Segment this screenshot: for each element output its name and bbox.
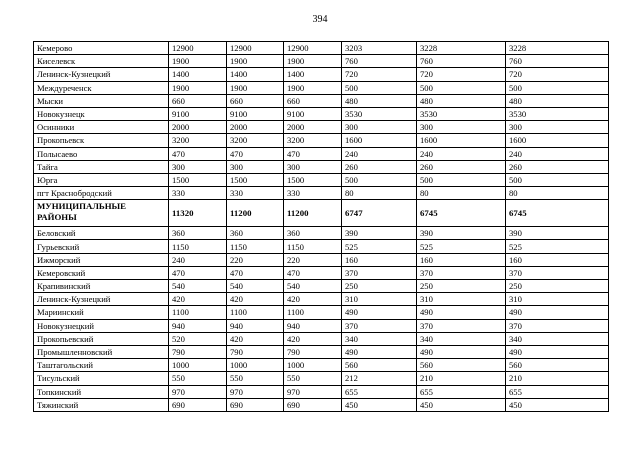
value-cell: 1600: [417, 134, 506, 147]
name-cell: Юрга: [34, 173, 169, 186]
value-cell: 390: [342, 227, 417, 240]
value-cell: 970: [227, 385, 284, 398]
value-cell: 300: [284, 160, 342, 173]
table-body: [34, 42, 609, 412]
value-cell: 470: [284, 266, 342, 279]
name-cell: Крапивинский: [34, 280, 169, 293]
table-row: [34, 306, 609, 319]
value-cell: 970: [284, 385, 342, 398]
value-cell: 80: [417, 187, 506, 200]
value-cell: 300: [227, 160, 284, 173]
value-cell: 550: [284, 372, 342, 385]
value-cell: 940: [227, 319, 284, 332]
value-cell: 1500: [169, 173, 227, 186]
name-cell: Ижморский: [34, 253, 169, 266]
value-cell: 790: [227, 345, 284, 358]
value-cell: 540: [169, 280, 227, 293]
value-cell: 940: [284, 319, 342, 332]
value-cell: 160: [506, 253, 609, 266]
name-cell: Мариинский: [34, 306, 169, 319]
value-cell: 490: [342, 306, 417, 319]
data-table: [33, 41, 609, 412]
value-cell: 310: [506, 293, 609, 306]
value-cell: 310: [417, 293, 506, 306]
name-cell: Топкинский: [34, 385, 169, 398]
value-cell: 550: [169, 372, 227, 385]
table-row: [34, 160, 609, 173]
value-cell: 370: [506, 266, 609, 279]
value-cell: 80: [506, 187, 609, 200]
value-cell: 470: [169, 147, 227, 160]
value-cell: 250: [506, 280, 609, 293]
value-cell: 500: [417, 81, 506, 94]
value-cell: 1900: [227, 81, 284, 94]
value-cell: 240: [342, 147, 417, 160]
name-cell: Беловский: [34, 227, 169, 240]
value-cell: 480: [506, 94, 609, 107]
name-cell: Новокузнецк: [34, 107, 169, 120]
name-cell: Прокопьевск: [34, 134, 169, 147]
value-cell: 300: [342, 121, 417, 134]
value-cell: 1900: [169, 55, 227, 68]
value-cell: 370: [417, 266, 506, 279]
value-cell: 420: [227, 293, 284, 306]
value-cell: 500: [342, 173, 417, 186]
value-cell: 660: [284, 94, 342, 107]
table-row: [34, 266, 609, 279]
value-cell: 690: [284, 398, 342, 411]
value-cell: 1600: [342, 134, 417, 147]
value-cell: 420: [284, 332, 342, 345]
value-cell: 360: [227, 227, 284, 240]
section-name-cell: МУНИЦИПАЛЬНЫЕ РАЙОНЫ: [34, 200, 169, 227]
value-cell: 370: [342, 266, 417, 279]
value-cell: 970: [169, 385, 227, 398]
value-cell: 760: [506, 55, 609, 68]
value-cell: 500: [417, 173, 506, 186]
value-cell: 1900: [284, 55, 342, 68]
value-cell: 760: [342, 55, 417, 68]
value-cell: 250: [417, 280, 506, 293]
value-cell: 1900: [227, 55, 284, 68]
value-cell: 220: [284, 253, 342, 266]
value-cell: 1000: [227, 359, 284, 372]
value-cell: 560: [506, 359, 609, 372]
value-cell: 720: [506, 68, 609, 81]
name-cell: Таштагольский: [34, 359, 169, 372]
value-cell: 1400: [169, 68, 227, 81]
table-row: [34, 398, 609, 411]
value-cell: 1500: [284, 173, 342, 186]
value-cell: 660: [169, 94, 227, 107]
value-cell: 370: [342, 319, 417, 332]
value-cell: 525: [417, 240, 506, 253]
value-cell: 500: [506, 81, 609, 94]
value-cell: 720: [342, 68, 417, 81]
name-cell: Мыски: [34, 94, 169, 107]
value-cell: 3530: [417, 107, 506, 120]
value-cell: 3228: [506, 42, 609, 55]
value-cell: 3203: [342, 42, 417, 55]
value-cell: 790: [169, 345, 227, 358]
value-cell: 360: [284, 227, 342, 240]
table-row: [34, 147, 609, 160]
table-row: [34, 227, 609, 240]
name-cell: Междуреченск: [34, 81, 169, 94]
name-cell: Прокопьевский: [34, 332, 169, 345]
value-cell: 490: [417, 345, 506, 358]
value-cell: 480: [342, 94, 417, 107]
value-cell: 390: [417, 227, 506, 240]
table-row: [34, 385, 609, 398]
value-cell: 500: [342, 81, 417, 94]
section-row: [34, 200, 609, 227]
value-cell: 260: [417, 160, 506, 173]
value-cell: 3200: [227, 134, 284, 147]
value-cell: 80: [342, 187, 417, 200]
value-cell: 370: [506, 319, 609, 332]
table-row: [34, 107, 609, 120]
name-cell: Гурьевский: [34, 240, 169, 253]
value-cell: 340: [506, 332, 609, 345]
value-cell: 1000: [284, 359, 342, 372]
value-cell: 6745: [506, 200, 609, 227]
value-cell: 470: [227, 266, 284, 279]
name-cell: пгт Краснобродский: [34, 187, 169, 200]
value-cell: 220: [227, 253, 284, 266]
value-cell: 6745: [417, 200, 506, 227]
value-cell: 690: [169, 398, 227, 411]
value-cell: 470: [169, 266, 227, 279]
value-cell: 3530: [342, 107, 417, 120]
name-cell: Кемеровский: [34, 266, 169, 279]
value-cell: 1150: [169, 240, 227, 253]
value-cell: 480: [417, 94, 506, 107]
name-cell: Киселевск: [34, 55, 169, 68]
value-cell: 655: [417, 385, 506, 398]
value-cell: 3200: [284, 134, 342, 147]
value-cell: 470: [227, 147, 284, 160]
value-cell: 1100: [169, 306, 227, 319]
value-cell: 12900: [284, 42, 342, 55]
table-row: [34, 332, 609, 345]
value-cell: 240: [506, 147, 609, 160]
value-cell: 300: [506, 121, 609, 134]
value-cell: 390: [506, 227, 609, 240]
value-cell: 160: [342, 253, 417, 266]
value-cell: 720: [417, 68, 506, 81]
value-cell: 240: [169, 253, 227, 266]
name-cell: Осинники: [34, 121, 169, 134]
value-cell: 490: [342, 345, 417, 358]
name-cell: Полысаево: [34, 147, 169, 160]
value-cell: 212: [342, 372, 417, 385]
value-cell: 560: [342, 359, 417, 372]
value-cell: 160: [417, 253, 506, 266]
value-cell: 450: [342, 398, 417, 411]
value-cell: 1000: [169, 359, 227, 372]
value-cell: 560: [417, 359, 506, 372]
value-cell: 760: [417, 55, 506, 68]
value-cell: 1900: [284, 81, 342, 94]
value-cell: 420: [284, 293, 342, 306]
table-row: [34, 134, 609, 147]
value-cell: 300: [417, 121, 506, 134]
name-cell: Ленинск-Кузнецкий: [34, 293, 169, 306]
value-cell: 9100: [284, 107, 342, 120]
value-cell: 370: [417, 319, 506, 332]
value-cell: 500: [506, 173, 609, 186]
value-cell: 525: [506, 240, 609, 253]
value-cell: 3530: [506, 107, 609, 120]
table-row: [34, 359, 609, 372]
value-cell: 1100: [227, 306, 284, 319]
value-cell: 310: [342, 293, 417, 306]
table-row: [34, 293, 609, 306]
value-cell: 550: [227, 372, 284, 385]
value-cell: 1400: [227, 68, 284, 81]
table-row: [34, 319, 609, 332]
value-cell: 660: [227, 94, 284, 107]
value-cell: 1100: [284, 306, 342, 319]
table-row: [34, 68, 609, 81]
value-cell: 12900: [227, 42, 284, 55]
value-cell: 11320: [169, 200, 227, 227]
page-number: 394: [312, 14, 328, 25]
value-cell: 540: [284, 280, 342, 293]
name-cell: Ленинск-Кузнецкий: [34, 68, 169, 81]
value-cell: 520: [169, 332, 227, 345]
value-cell: 490: [417, 306, 506, 319]
table-row: [34, 173, 609, 186]
value-cell: 11200: [227, 200, 284, 227]
value-cell: 12900: [169, 42, 227, 55]
value-cell: 11200: [284, 200, 342, 227]
table-row: [34, 280, 609, 293]
value-cell: 690: [227, 398, 284, 411]
name-cell: Кемерово: [34, 42, 169, 55]
table-row: [34, 240, 609, 253]
value-cell: 360: [169, 227, 227, 240]
value-cell: 250: [342, 280, 417, 293]
value-cell: 340: [342, 332, 417, 345]
table-row: [34, 42, 609, 55]
name-cell: Промышленновский: [34, 345, 169, 358]
value-cell: 2000: [227, 121, 284, 134]
value-cell: 1500: [227, 173, 284, 186]
table-row: [34, 121, 609, 134]
value-cell: 340: [417, 332, 506, 345]
value-cell: 240: [417, 147, 506, 160]
value-cell: 940: [169, 319, 227, 332]
value-cell: 210: [506, 372, 609, 385]
value-cell: 260: [506, 160, 609, 173]
value-cell: 525: [342, 240, 417, 253]
name-cell: Тайга: [34, 160, 169, 173]
table-row: [34, 187, 609, 200]
value-cell: 655: [506, 385, 609, 398]
value-cell: 420: [169, 293, 227, 306]
value-cell: 490: [506, 345, 609, 358]
value-cell: 655: [342, 385, 417, 398]
name-cell: Тисульский: [34, 372, 169, 385]
value-cell: 330: [284, 187, 342, 200]
value-cell: 420: [227, 332, 284, 345]
value-cell: 450: [506, 398, 609, 411]
value-cell: 330: [227, 187, 284, 200]
value-cell: 1400: [284, 68, 342, 81]
value-cell: 1150: [284, 240, 342, 253]
table-row: [34, 81, 609, 94]
value-cell: 1150: [227, 240, 284, 253]
value-cell: 790: [284, 345, 342, 358]
value-cell: 9100: [169, 107, 227, 120]
value-cell: 260: [342, 160, 417, 173]
value-cell: 9100: [227, 107, 284, 120]
value-cell: 330: [169, 187, 227, 200]
name-cell: Тяжинский: [34, 398, 169, 411]
value-cell: 490: [506, 306, 609, 319]
table-row: [34, 94, 609, 107]
table-row: [34, 345, 609, 358]
value-cell: 3228: [417, 42, 506, 55]
table-row: [34, 372, 609, 385]
table-row: [34, 55, 609, 68]
value-cell: 450: [417, 398, 506, 411]
value-cell: 3200: [169, 134, 227, 147]
table-row: [34, 253, 609, 266]
value-cell: 2000: [169, 121, 227, 134]
name-cell: Новокузнецкий: [34, 319, 169, 332]
value-cell: 540: [227, 280, 284, 293]
value-cell: 2000: [284, 121, 342, 134]
value-cell: 1900: [169, 81, 227, 94]
value-cell: 210: [417, 372, 506, 385]
value-cell: 300: [169, 160, 227, 173]
value-cell: 470: [284, 147, 342, 160]
value-cell: 1600: [506, 134, 609, 147]
value-cell: 6747: [342, 200, 417, 227]
